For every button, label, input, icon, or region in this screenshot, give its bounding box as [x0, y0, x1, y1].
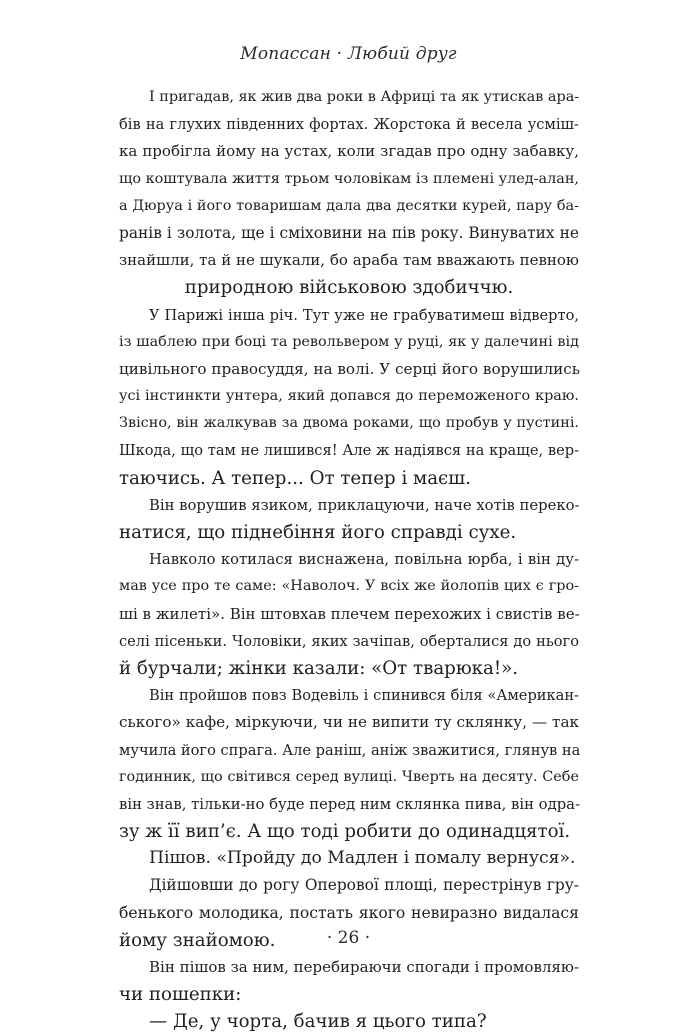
text-line: ранів і золота, ще і сміховини на пів року. Винуватих не	[119, 223, 579, 242]
text-line: годинник, що світився серед вулиці. Чверть на десяту. Себе	[119, 768, 579, 785]
text-line: йому знайомою.	[119, 929, 276, 951]
text-line: І пригадав, як жив два роки в Африці та як утискав ара-	[149, 89, 580, 105]
text-line: а Дюруа і його товаришам дала два десятки курей, пару ба-	[119, 197, 579, 214]
text-line: Дійшовши до рогу Оперової площі, перестрінув гру-	[149, 876, 579, 895]
running-header: Мопассан · Любий друг	[240, 44, 457, 64]
text-line: бів на глухих південних фортах. Жорстока й весела усміш-	[119, 116, 579, 134]
text-line: цивільного правосуддя, на волі. У серці його ворушились	[119, 359, 581, 378]
text-line: таючись. А тепер... От тепер і маєш.	[119, 467, 471, 489]
text-line: мав усе про те саме: «Наволоч. У всіх же йолопів цих є гро-	[119, 578, 579, 595]
text-line: Він пішов за ним, перебираючи спогади і промовляю-	[149, 958, 580, 976]
text-body	[119, 84, 579, 1036]
page-number: · 26 ·	[326, 928, 371, 948]
text-line: — Де, у чорта, бачив я цього типа?	[149, 1011, 487, 1033]
text-line: усі інстинкти унтера, який допався до переможеного краю.	[119, 388, 579, 405]
text-line: Він пройшов повз Водевіль і спинився біля «Американ-	[149, 687, 579, 705]
text-line: У Парижі інша річ. Тут уже не грабуватимеш відверто,	[149, 306, 579, 324]
text-line: зу ж її вип’є. А що тоді робити до одинадцятої.	[119, 821, 571, 843]
text-line: ського» кафе, міркуючи, чи не випити ту склянку, — так	[119, 713, 579, 732]
text-line: чи пошепки:	[119, 984, 242, 1006]
text-line: ші в жилеті». Він штовхав плечем перехожих і свистів ве-	[119, 604, 580, 623]
text-line: Він ворушив язиком, приклацуючи, наче хотів переко-	[149, 496, 580, 514]
text-line: природною військовою здобиччю.	[184, 277, 514, 299]
text-line: що коштувала життя трьом чоловікам із племені улед-алан,	[119, 170, 580, 187]
text-line: Навколо котилася виснажена, повільна юрба, і він ду-	[149, 551, 579, 569]
text-line: ка пробігла йому на устах, коли згадав про одну забавку,	[119, 142, 579, 161]
text-line: він знав, тільки-но буде перед ним склянка пива, він одра-	[119, 795, 580, 813]
text-line: знайшли, та й не шукали, бо араба там вважають певною	[119, 251, 579, 270]
text-line: Звісно, він жалкував за двома роками, що пробув у пустині.	[119, 415, 579, 432]
text-line: Пішов. «Пройду до Мадлен і помалу вернуся».	[149, 848, 576, 869]
text-line: Шкода, що там не лишився! Але ж надіявся на краще, вер-	[119, 442, 579, 460]
text-line: із шаблею при боці та револьвером у руці, як у далечині від	[119, 333, 579, 350]
text-line: селі пісеньки. Чоловіки, яких зачіпав, оберталися до нього	[119, 632, 579, 650]
text-line: й бурчали; жінки казали: «От тварюка!».	[119, 657, 519, 679]
text-line: натися, що піднебіння його справді сухе.	[119, 522, 517, 543]
text-line: мучила його спрага. Але раніш, аніж зважитися, глянув на	[119, 741, 581, 759]
text-line: бенького молодика, постать якого невиразно видалася	[119, 903, 579, 922]
